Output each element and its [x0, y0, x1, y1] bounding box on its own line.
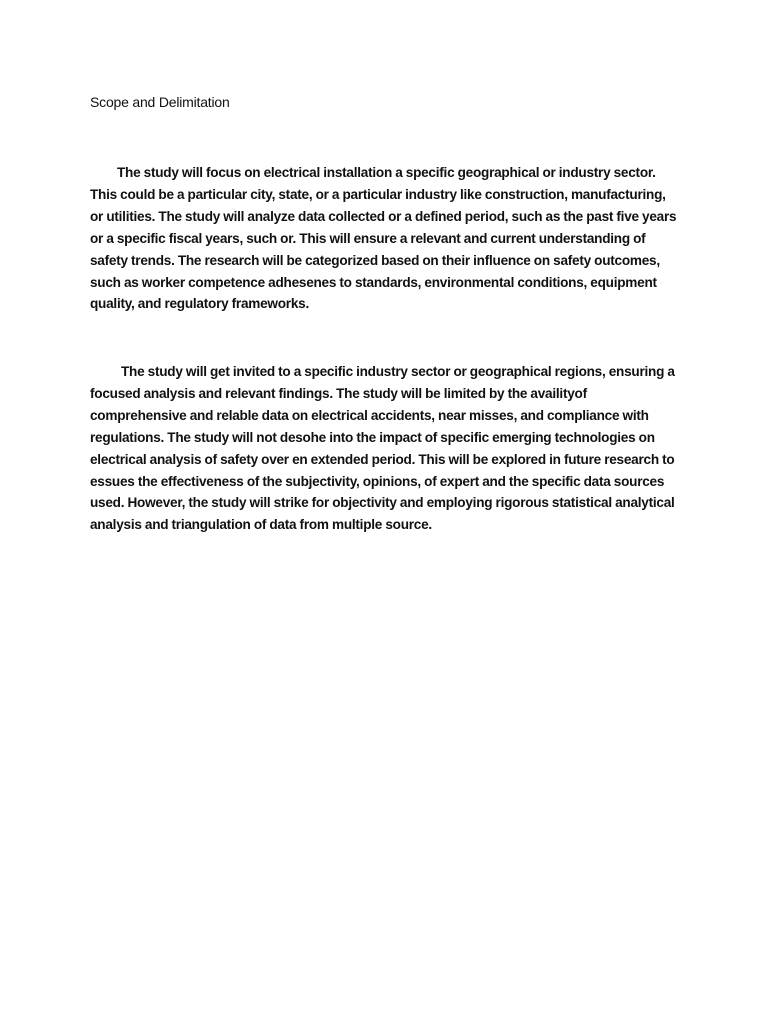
paragraph-delimitation: The study will get invited to a specific industry sector or geographical regions, ensuring a focused analysis and relevant findings. The study will be limited by the availityof comprehensive and relable data on electrical accidents, near misses, and compliance with regulations. The study will not desohe into the impact of specific emerging technologies on electrical analysis of safety over en extended period. This will be explored in future research to essues the effectiveness of the subjectivity, opinions, of expert and the specific data sources used. However, the study will strike for objectivity and employing rigorous statistical analytical analysis and triangulation of data from multiple source. [90, 364, 675, 533]
paragraph-scope: The study will focus on electrical installation a specific geographical or industry sector. This could be a particular city, state, or a particular industry like construction, manufacturing, or utilities. The study will analyze data collected or a defined period, such as the past five years or a specific fiscal years, such or. This will ensure a relevant and current understanding of safety trends. The research will be categorized based on their influence on safety outcomes, such as worker competence adhesenes to standards, environmental conditions, equipment quality, and regulatory frameworks. [90, 165, 677, 312]
section-heading: Scope and Delimitation [90, 94, 230, 110]
